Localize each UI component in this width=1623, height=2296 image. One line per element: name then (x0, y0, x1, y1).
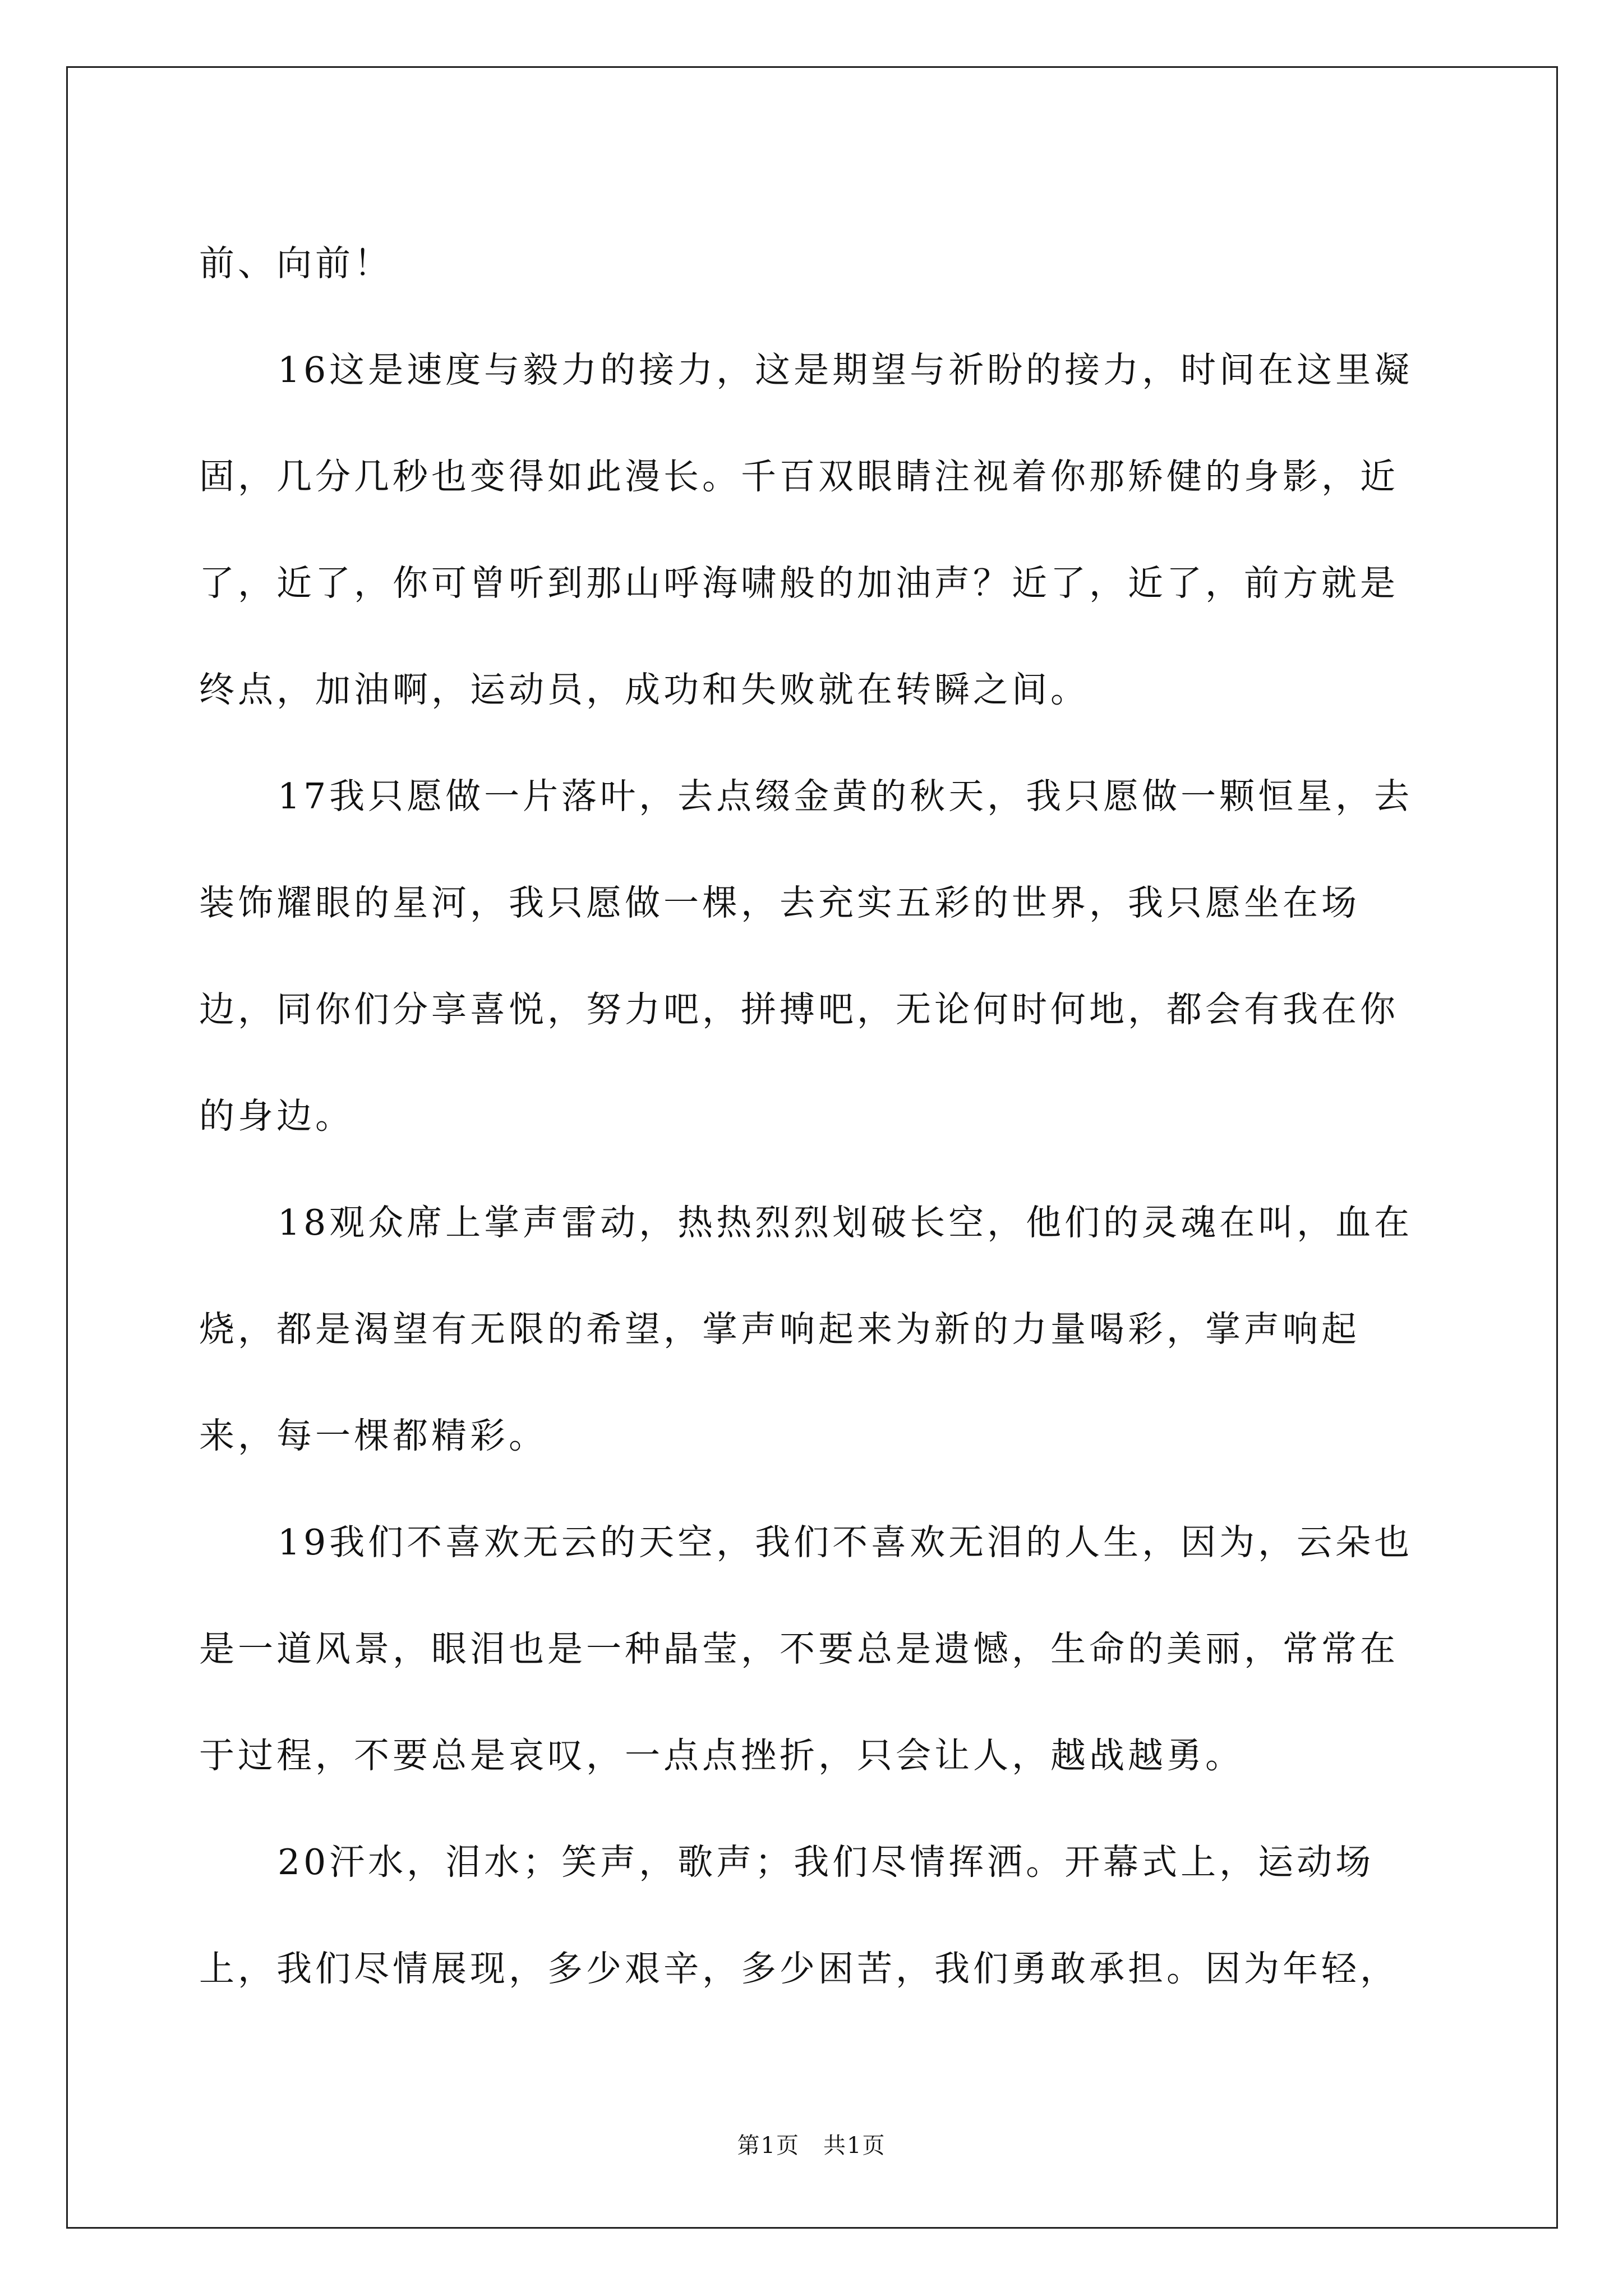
paragraph: 17我只愿做一片落叶，去点缀金黄的秋天，我只愿做一颗恒星，去装饰耀眼的星河，我只愿做一棵，去充实五彩的世界，我只愿坐在场边，同你们分享喜悦，努力吧，拼搏吧，无论何时何地，都会有我在你的身边。 (199, 776, 1413, 1137)
document-body (199, 210, 1433, 2022)
paragraph: 18观众席上掌声雷动，热热烈烈划破长空，他们的灵魂在叫，血在烧，都是渴望有无限的希望，掌声响起来为新的力量喝彩，掌声响起来，每一棵都精彩。 (199, 1202, 1413, 1456)
paragraph: 20汗水，泪水；笑声，歌声；我们尽情挥洒。开幕式上，运动场上，我们尽情展现，多少艰辛，多少困苦，我们勇敢承担。因为年轻， (199, 1842, 1399, 1989)
paragraph: 19我们不喜欢无云的天空，我们不喜欢无泪的人生，因为，云朵也是一道风景，眼泪也是一种晶莹，不要总是遗憾，生命的美丽，常常在于过程，不要总是哀叹，一点点挫折，只会让人，越战越勇。 (199, 1522, 1413, 1776)
paragraph: 前、向前！ (199, 243, 393, 284)
paragraph: 16这是速度与毅力的接力，这是期望与祈盼的接力，时间在这里凝固，几分几秒也变得如此漫长。千百双眼睛注视着你那矫健的身影，近了，近了，你可曾听到那山呼海啸般的加油声？近了，近了，前方就是终点，加油啊，运动员，成功和失败就在转瞬之间。 (199, 349, 1413, 710)
page-footer: 第1页 共1页 (737, 2133, 886, 2159)
